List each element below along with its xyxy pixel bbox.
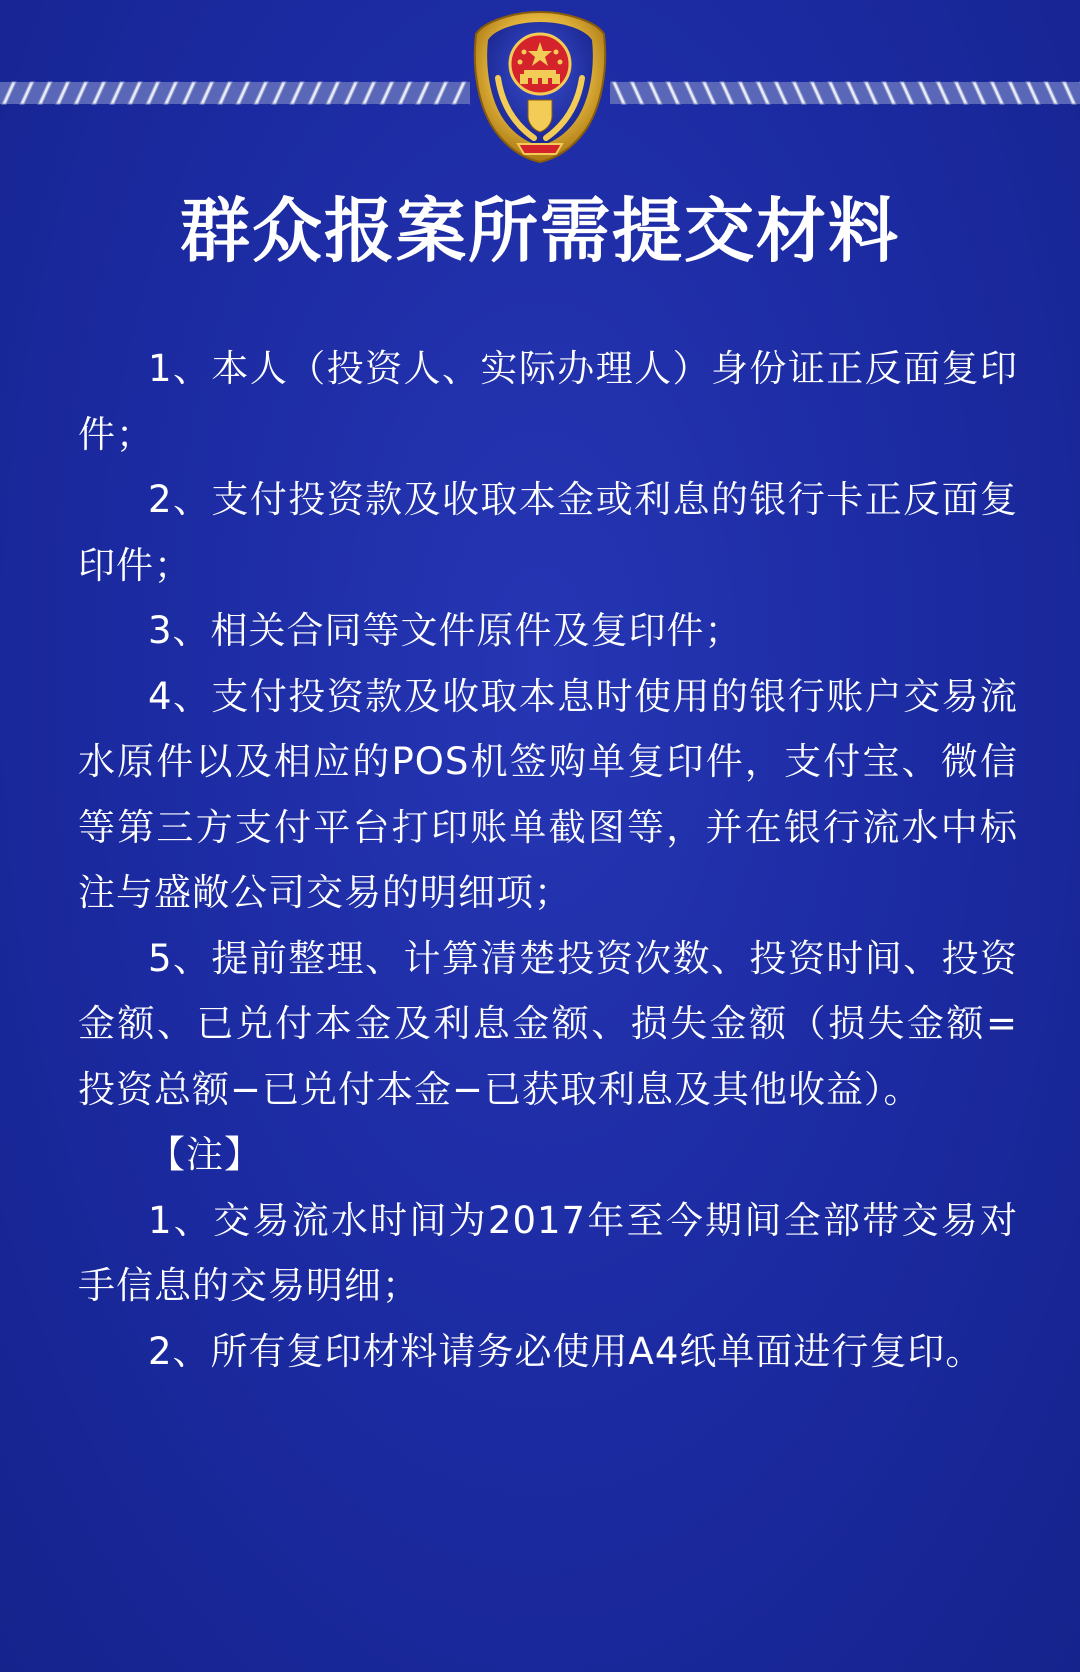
list-item: 5、提前整理、计算清楚投资次数、投资时间、投资金额、已兑付本金及利息金额、损失金额（损失金额=投资总额−已兑付本金−已获取利息及其他收益）。 xyxy=(78,936,1018,1111)
list-item: 4、支付投资款及收取本息时使用的银行账户交易流水原件以及相应的POS机签购单复印件，支付宝、微信等第三方支付平台打印账单截图等，并在银行流水中标注与盛敞公司交易的明细项； xyxy=(78,674,1018,914)
police-emblem-icon xyxy=(468,8,612,164)
note-item: 2、所有复印材料请务必使用A4纸单面进行复印。 xyxy=(148,1329,984,1373)
header-band xyxy=(0,0,1080,170)
page-title: 群众报案所需提交材料 xyxy=(180,190,900,272)
note-item: 1、交易流水时间为2017年至今期间全部带交易对手信息的交易明细； xyxy=(78,1198,1018,1307)
rope-border-right-icon xyxy=(610,76,1080,110)
note-heading: 【注】 xyxy=(148,1133,262,1176)
list-item: 1、本人（投资人、实际办理人）身份证正反面复印件； xyxy=(78,347,1018,456)
list-item: 3、相关合同等文件原件及复印件； xyxy=(148,609,743,652)
rope-border-left-icon xyxy=(0,76,470,110)
list-item: 2、支付投资款及收取本金或利息的银行卡正反面复印件； xyxy=(78,478,1018,587)
content-body xyxy=(78,336,1018,1384)
